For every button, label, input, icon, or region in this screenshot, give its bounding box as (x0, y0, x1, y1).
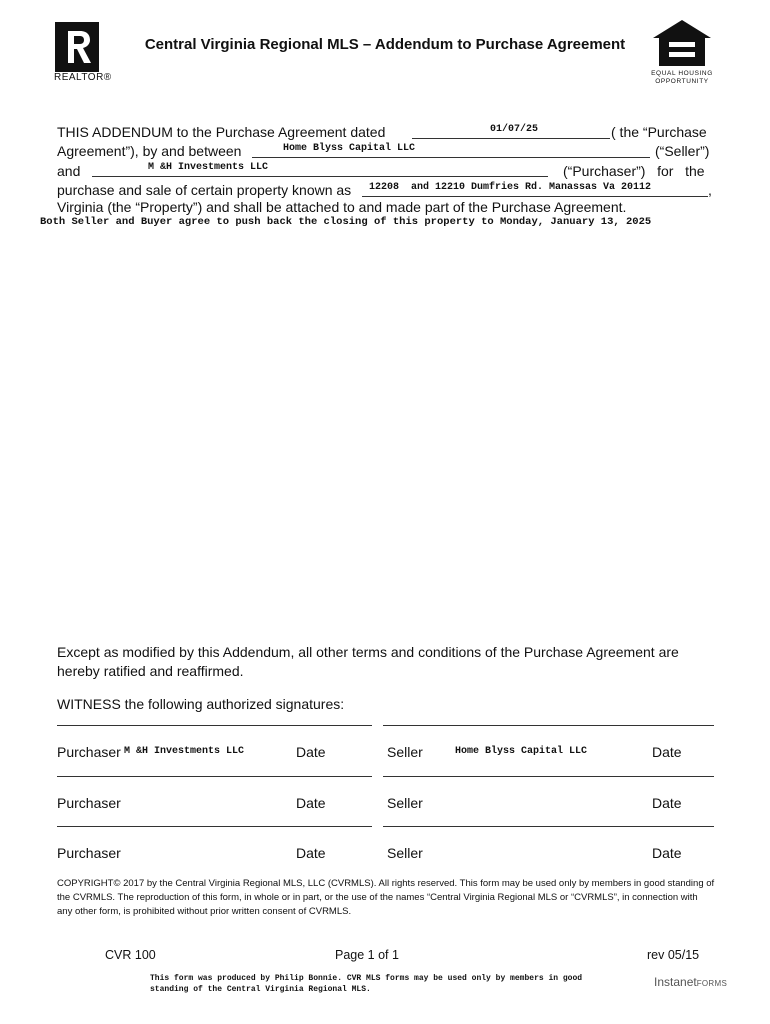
page-number: Page 1 of 1 (335, 948, 399, 962)
produced-by-note (150, 973, 582, 995)
page-title: Central Virginia Regional MLS – Addendum to Purchase Agreement (144, 36, 626, 53)
purchaser-signature-line-3[interactable] (57, 826, 372, 827)
produced-line-2: standing of the Central Virginia Regional MLS. (150, 985, 371, 994)
date-label-2: Date (652, 744, 682, 760)
instanet-logo (654, 975, 727, 989)
date-label-4: Date (652, 795, 682, 811)
purchaser-signature-1[interactable]: M &H Investments LLC (124, 746, 245, 757)
copyright-notice: COPYRIGHT© 2017 by the Central Virginia Regional MLS, LLC (CVRMLS). All rights reserved. This form may be used only by members in good standing of the CVRMLS. The reproduction of this form, in whole or in part, or the use of the names “Central Virginia Regional MLS or “CVRMLS”, in connection with any other form, is prohibited without prior written consent of CVRMLS. (57, 878, 715, 917)
line1-end: ( the “Purchase (611, 124, 707, 140)
purchaser-signature-line-2[interactable] (57, 776, 372, 777)
revision: rev 05/15 (647, 948, 700, 962)
equal-housing-line2: OPPORTUNITY (655, 78, 709, 85)
seller-signature-line-1[interactable] (383, 725, 714, 726)
line4-start: purchase and sale of certain property known as (57, 182, 352, 198)
realtor-label: REALTOR® (54, 72, 112, 83)
equal-housing-line1: EQUAL HOUSING (651, 70, 713, 77)
line4-end: , (708, 182, 712, 198)
line2-end: (“Seller”) (655, 143, 710, 159)
line2-start: Agreement”), by and between (57, 143, 242, 159)
purchaser-signature-line-1[interactable] (57, 725, 372, 726)
instanet-main: Instanet (654, 975, 697, 989)
purchaser-label-3: Purchaser (57, 845, 121, 861)
produced-line-1: This form was produced by Philip Bonnie. CVR MLS forms may be used only by members in good (150, 974, 583, 983)
line5: Virginia (the “Property”) and shall be attached to and made part of the Purchase Agreement. (57, 199, 627, 215)
seller-signature-line-2[interactable] (383, 776, 714, 777)
seller-label-3: Seller (387, 845, 423, 861)
date-field[interactable]: 01/07/25 (490, 124, 539, 135)
date-label-5: Date (296, 845, 326, 861)
seller-signature-1[interactable]: Home Blyss Capital LLC (455, 746, 588, 757)
form-id: CVR 100 (105, 948, 156, 962)
seller-label-2: Seller (387, 795, 423, 811)
property-field[interactable]: 12208 and 12210 Dumfries Rd. Manassas Va 20112 (369, 182, 652, 193)
date-label-1: Date (296, 744, 326, 760)
line3-start: and (57, 163, 81, 179)
except-paragraph: Except as modified by this Addendum, all other terms and conditions of the Purchase Agreement are hereby ratified and reaffirmed. (57, 644, 679, 679)
instanet-sub: FORMS (696, 979, 728, 988)
witness-line: WITNESS the following authorized signatures: (57, 696, 345, 712)
equal-housing-label (642, 70, 722, 86)
date-label-3: Date (296, 795, 326, 811)
line3-end: (“Purchaser”) for the (563, 163, 705, 179)
purchaser-label-1: Purchaser (57, 744, 121, 760)
seller-signature-line-3[interactable] (383, 826, 714, 827)
purchaser-field[interactable]: M &H Investments LLC (148, 162, 269, 173)
seller-label-1: Seller (387, 744, 423, 760)
line1-start: THIS ADDENDUM to the Purchase Agreement dated (57, 124, 386, 140)
purchaser-label-2: Purchaser (57, 795, 121, 811)
date-label-6: Date (652, 845, 682, 861)
equal-housing-icon (651, 18, 713, 68)
seller-field[interactable]: Home Blyss Capital LLC (283, 143, 416, 154)
closing-note: Both Seller and Buyer agree to push back the closing of this property to Monday, January 13, 2025 (40, 216, 652, 228)
